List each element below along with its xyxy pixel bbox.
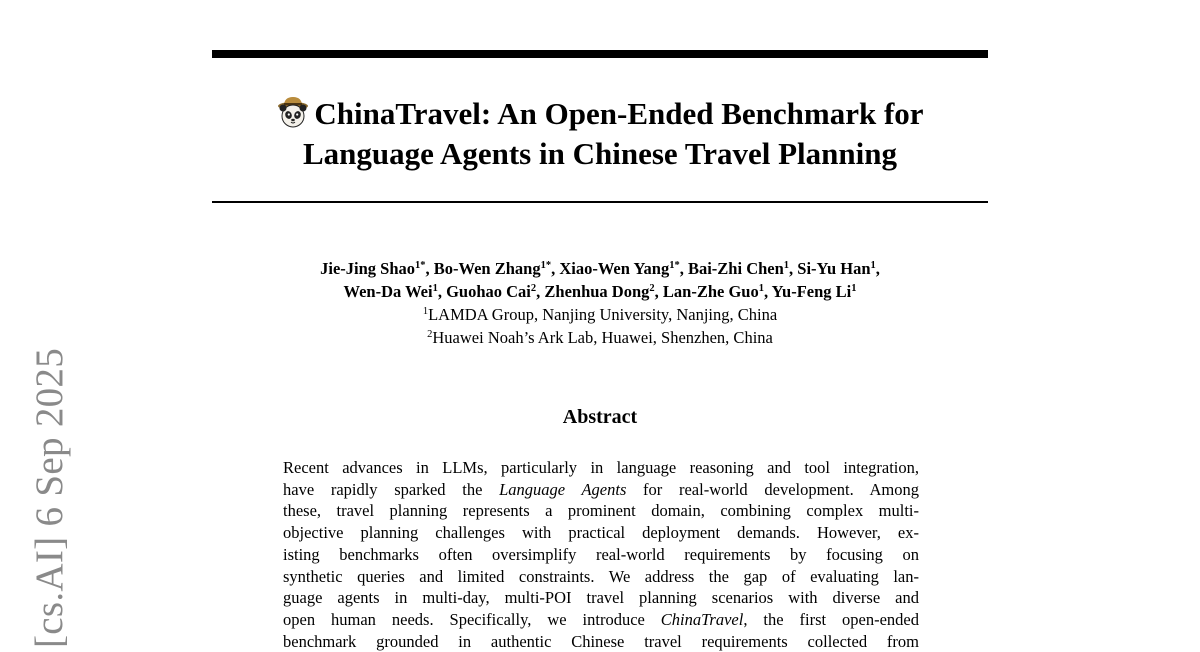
abstract-line: Recent advances in LLMs, particularly in language reasoning and tool integration, bbox=[283, 458, 919, 477]
abstract-line: these, travel planning represents a prominent domain, combining complex multi- bbox=[283, 501, 919, 521]
abstract-line: benchmark grounded in authentic Chinese travel requirements collected from bbox=[283, 631, 919, 651]
author-affiliation-marker: 1 bbox=[758, 283, 764, 294]
title-line-2: Language Agents in Chinese Travel Planning bbox=[303, 136, 897, 171]
abstract-line: synthetic queries and limited constraints. We address the gap of evaluating lan- bbox=[283, 566, 919, 586]
author-affiliation-marker: 1 bbox=[432, 283, 438, 294]
abstract-line: have rapidly sparked the Language Agents for real-world development. Among bbox=[283, 479, 919, 499]
title-line-1 bbox=[212, 94, 988, 134]
author-affiliation-marker: 2 bbox=[530, 283, 537, 294]
author-name: Lan-Zhe Guo bbox=[662, 282, 759, 301]
panda-explorer-icon bbox=[276, 95, 310, 129]
abstract-heading: Abstract bbox=[562, 406, 638, 428]
author-affiliation-marker: 2 bbox=[649, 283, 655, 294]
author-affiliation-marker: 1 bbox=[851, 283, 857, 294]
bottom-thin-rule bbox=[212, 201, 988, 203]
paper-title bbox=[212, 94, 988, 174]
author-affiliation-marker: 1* bbox=[540, 260, 552, 271]
author-line-1: Jie-Jing Shao$^{1*}$, Bo-Wen Zhang$^{1*}$, Xiao-Wen Yang$^{1*}$, Bai-Zhi Chen$^1$, Si-Yu Han$^1$, bbox=[320, 259, 880, 278]
author-name: Guohao Cai bbox=[446, 282, 531, 301]
author-name: Zhenhua Dong bbox=[544, 282, 650, 301]
affiliation-1-text: LAMDA Group, Nanjing University, Nanjing, China bbox=[428, 305, 778, 324]
author-name: Xiao-Wen Yang bbox=[559, 259, 670, 278]
affiliation-1 bbox=[212, 303, 988, 326]
author-name: Yu-Feng Li bbox=[771, 282, 852, 301]
abstract-line: objective planning challenges with practical deployment demands. However, ex- bbox=[283, 523, 919, 543]
author-name: Bo-Wen Zhang bbox=[433, 259, 541, 278]
author-line-2: Wen-Da Wei$^1$, Guohao Cai$^2$, Zhenhua Dong$^2$, Lan-Zhe Guo$^1$, Yu-Feng Li$^1$ bbox=[343, 282, 857, 301]
author-name: Wen-Da Wei bbox=[343, 282, 433, 301]
author-name: Jie-Jing Shao bbox=[320, 259, 416, 278]
arxiv-stamp: [cs.AI] 6 Sep 2025 bbox=[28, 347, 71, 648]
author-name: Si-Yu Han bbox=[797, 259, 871, 278]
author-affiliation-marker: 1* bbox=[669, 260, 680, 271]
abstract-line: open human needs. Specifically, we introduce ChinaTravel, the first open-ended bbox=[283, 609, 919, 629]
title-text-line-1: ChinaTravel: An Open-Ended Benchmark for bbox=[314, 96, 924, 131]
affiliation-2-text: Huawei Noah’s Ark Lab, Huawei, Shenzhen, China bbox=[432, 328, 773, 347]
author-name: Bai-Zhi Chen bbox=[687, 259, 784, 278]
author-affiliation-marker: 1* bbox=[415, 260, 426, 271]
affiliation-2 bbox=[212, 326, 988, 349]
affiliation-2-marker: 2 bbox=[427, 329, 433, 340]
author-list bbox=[212, 257, 988, 303]
author-affiliation-marker: 1 bbox=[783, 260, 790, 271]
abstract-line: isting benchmarks often oversimplify real-world requirements by focusing on bbox=[283, 544, 919, 564]
abstract-body bbox=[283, 457, 919, 652]
affiliation-1-marker: 1 bbox=[422, 306, 429, 317]
abstract-line: guage agents in multi-day, multi-POI travel planning scenarios with diverse and bbox=[283, 588, 919, 608]
author-affiliation-marker: 1 bbox=[870, 260, 876, 271]
top-thick-rule bbox=[212, 50, 988, 58]
